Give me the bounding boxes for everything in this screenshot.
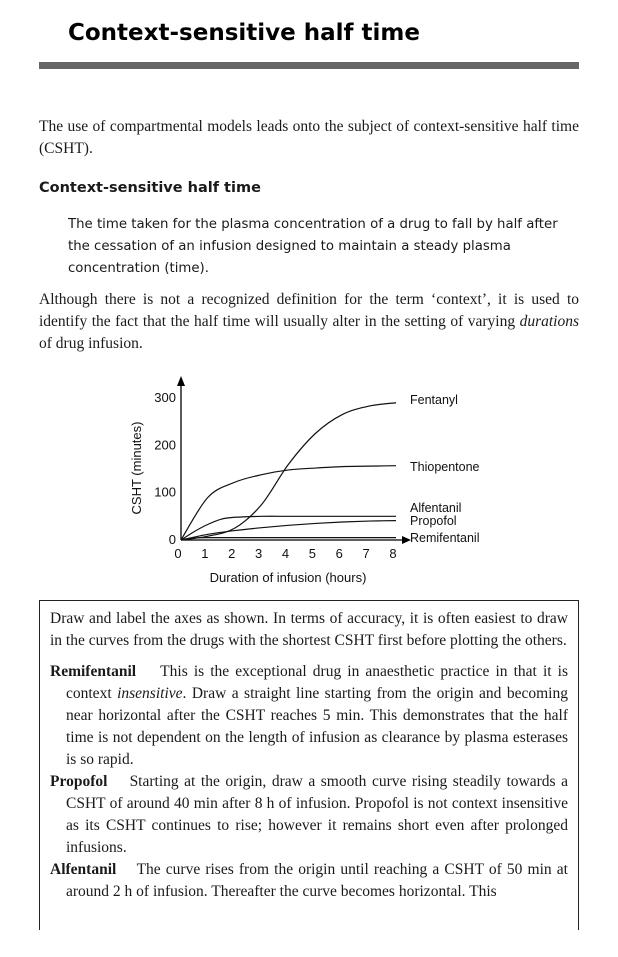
chart-axes [177, 376, 411, 544]
entry-propofol [50, 771, 568, 859]
intro-paragraph: The use of compartmental models leads onto the subject of context-sensitive half time (CSHT). [39, 118, 579, 157]
y-tick-label: 0 [168, 532, 176, 547]
entry-alfentanil [50, 859, 568, 903]
csht-chart [0, 370, 618, 590]
entry-term: Alfentanil [50, 861, 117, 878]
definition-heading: Context-sensitive half time [39, 180, 261, 196]
context-paragraph [39, 289, 579, 355]
context-emphasis: durations [519, 313, 579, 330]
x-tick-label: 3 [255, 546, 263, 561]
entry-remifentanil [50, 661, 568, 771]
entry-term: Remifentanil [50, 663, 137, 680]
chart-lines [181, 403, 396, 540]
series-label-alfentanil: Alfentanil [410, 501, 462, 515]
page-title: Context-sensitive half time [68, 20, 420, 46]
series-label-propofol: Propofol [410, 514, 457, 528]
y-tick-label: 200 [154, 437, 176, 453]
y-axis-arrow [177, 376, 185, 386]
title-rule [39, 62, 579, 69]
x-tick-label: 4 [281, 546, 290, 561]
x-axis-label: Duration of infusion (hours) [209, 570, 367, 585]
x-tick-label: 1 [201, 546, 209, 561]
entry-text: The curve rises from the origin until reaching a CSHT of 50 min at around 2 h of infusion. Thereafter the curve becomes horizontal. This [66, 861, 568, 900]
context-text-before: Although there is not a recognized definition for the term ‘context’, it is used to identify the fact that the half time will usually alter in the setting of varying [39, 291, 579, 330]
x-tick-label: 6 [335, 546, 343, 561]
entry-emphasis: insensitive [117, 685, 183, 702]
instructions-box [39, 600, 579, 930]
series-line-fentanyl [181, 403, 396, 540]
entry-text: Starting at the origin, draw a smooth curve rising steadily towards a CSHT of around 40 min after 8 h of infusion. Propofol is not context insensitive as its CSHT continues to rise; however it remains short even after prolonged infusions. [66, 773, 568, 856]
y-tick-label: 100 [154, 484, 176, 500]
x-tick-label: 7 [362, 546, 370, 561]
x-tick-label: 8 [389, 546, 397, 561]
box-intro: Draw and label the axes as shown. In terms of accuracy, it is often easiest to draw in the curves from the drugs with the shortest CSHT first before plotting the others. [50, 610, 568, 649]
definition-text: The time taken for the plasma concentration of a drug to fall by half after the cessation of an infusion designed to maintain a steady plasma concentration (time). [68, 217, 558, 276]
entry-text-tail: . Draw a straight line starting from the origin and becoming near horizontal after the CSHT reaches 5 min. This demonstrates that the half time is not dependent on the length of infusion as clearance by plasma esterases is so rapid. [66, 685, 568, 768]
entry-term: Propofol [50, 773, 108, 790]
series-label-remifentanil: Remifentanil [410, 531, 480, 545]
series-label-thiopentone: Thiopentone [410, 460, 480, 474]
series-line-alfentanil [181, 516, 396, 540]
y-axis-label: CSHT (minutes) [129, 421, 144, 515]
entry-text: This is the exceptional drug in anaesthetic practice in that it is context [66, 663, 568, 702]
x-tick-label: 0 [174, 546, 182, 561]
x-tick-label: 5 [308, 546, 316, 561]
chart-series-labels [410, 393, 480, 545]
series-line-thiopentone [181, 466, 396, 540]
context-text-after: of drug infusion. [39, 335, 143, 352]
series-label-fentanyl: Fentanyl [410, 393, 458, 407]
x-tick-label: 2 [228, 546, 236, 561]
chart-ticks [154, 390, 396, 561]
y-tick-label: 300 [154, 390, 176, 405]
